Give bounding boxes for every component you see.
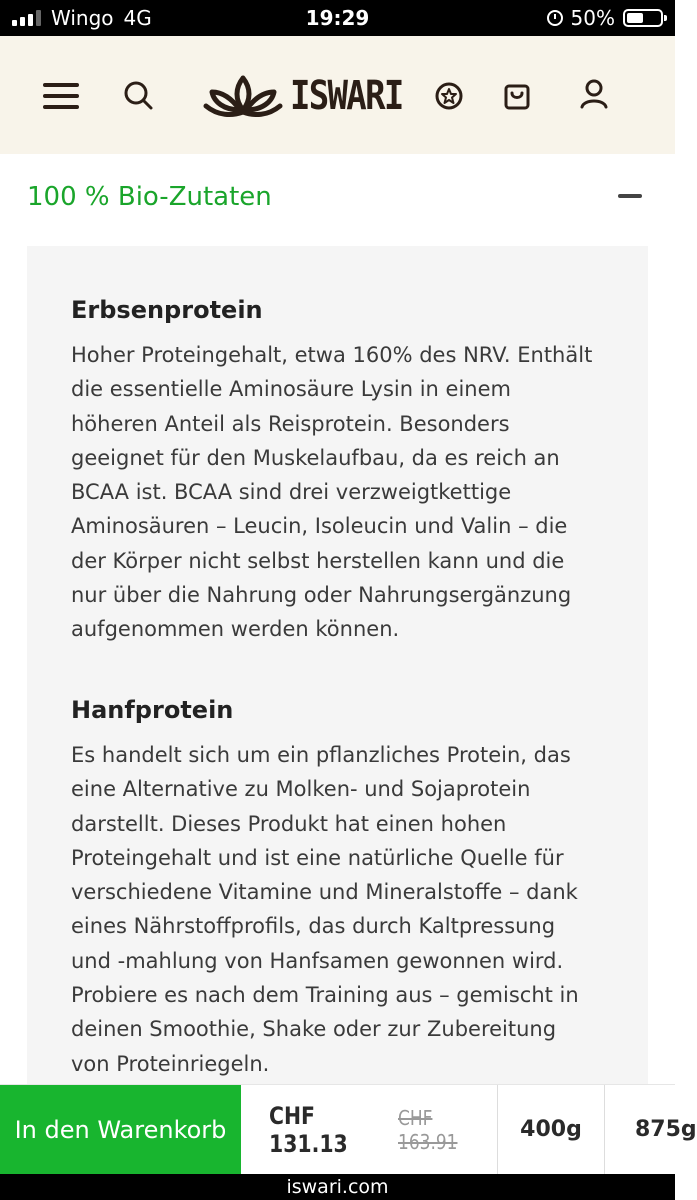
body-line: Hoher Proteingehalt, etwa 160% des NRV. Enthält	[71, 343, 593, 367]
accordion-title: 100 % Bio-Zutaten	[27, 182, 272, 212]
add-to-cart-button[interactable]: In den Warenkorb	[0, 1085, 241, 1175]
price-box	[241, 1085, 497, 1175]
section-body	[71, 738, 631, 1081]
collapse-icon[interactable]	[618, 194, 642, 198]
menu-icon[interactable]	[41, 76, 81, 116]
sticky-purchase-bar	[0, 1084, 697, 1174]
body-line: darstellt. Dieses Produkt hat einen hohen	[71, 811, 507, 836]
badge-icon[interactable]	[429, 76, 469, 116]
accordion-header[interactable]	[0, 154, 675, 246]
body-line: deinen Smoothie, Shake oder zur Zubereitung	[71, 1017, 557, 1042]
section-title: Hanfprotein	[71, 696, 234, 724]
carrier-name: Wingo	[51, 6, 114, 30]
battery-icon	[623, 9, 663, 27]
url-bar[interactable]: iswari.com	[0, 1174, 675, 1200]
lotus-icon	[202, 70, 284, 122]
logo-text: ISWARI	[290, 73, 403, 119]
network-type: 4G	[123, 6, 152, 30]
status-bar	[0, 0, 675, 36]
body-line: Proteingehalt und ist eine natürliche Quelle für	[71, 845, 564, 870]
body-line: eines Nährstoffprofils, das durch Kaltpressung	[71, 914, 556, 939]
status-right	[547, 0, 663, 36]
price-current: CHF 131.13	[269, 1102, 348, 1158]
logo[interactable]	[202, 66, 403, 126]
body-line: BCAA ist. BCAA sind drei verzweigtkettige	[71, 480, 512, 505]
account-icon[interactable]	[574, 76, 614, 116]
body-line: Es handelt sich um ein pflanzliches Protein, das	[71, 743, 571, 767]
status-time: 19:29	[305, 6, 370, 30]
site-header	[0, 36, 675, 154]
cart-icon[interactable]	[497, 76, 537, 116]
search-icon[interactable]	[119, 76, 159, 116]
body-line: und -mahlung von Hanfsamen gewonnen wird.	[71, 948, 564, 973]
body-line: die essentielle Aminosäure Lysin in einem	[71, 377, 511, 402]
body-line: verschiedene Vitamine und Mineralstoffe – dank	[71, 880, 578, 905]
body-line: eine Alternative zu Molken- und Sojaprotein	[71, 777, 531, 802]
ingredients-panel	[27, 246, 648, 1146]
section-body	[71, 338, 631, 647]
body-line: nur über die Nahrung oder Nahrungsergänzung	[71, 583, 572, 608]
size-option-400g[interactable]: 400g	[497, 1085, 604, 1175]
size-option-875g[interactable]: 875g	[604, 1085, 675, 1175]
body-line: aufgenommen werden können.	[71, 617, 400, 642]
alarm-icon	[547, 10, 563, 26]
section-title: Erbsenprotein	[71, 296, 263, 324]
body-line: Aminosäuren – Leucin, Isoleucin und Valin – die	[71, 514, 568, 539]
body-line: der Körper nicht selbst herstellen kann und die	[71, 548, 565, 573]
body-line: geeignet für den Muskelaufbau, da es reich an	[71, 445, 560, 470]
battery-percent: 50%	[570, 6, 615, 30]
body-line: von Proteinriegeln.	[71, 1051, 270, 1076]
body-line: höheren Anteil als Reisprotein. Besonders	[71, 411, 510, 436]
body-line: Probiere es nach dem Training aus – gemischt in	[71, 983, 579, 1008]
price-old: CHF 163.91	[398, 1106, 458, 1154]
